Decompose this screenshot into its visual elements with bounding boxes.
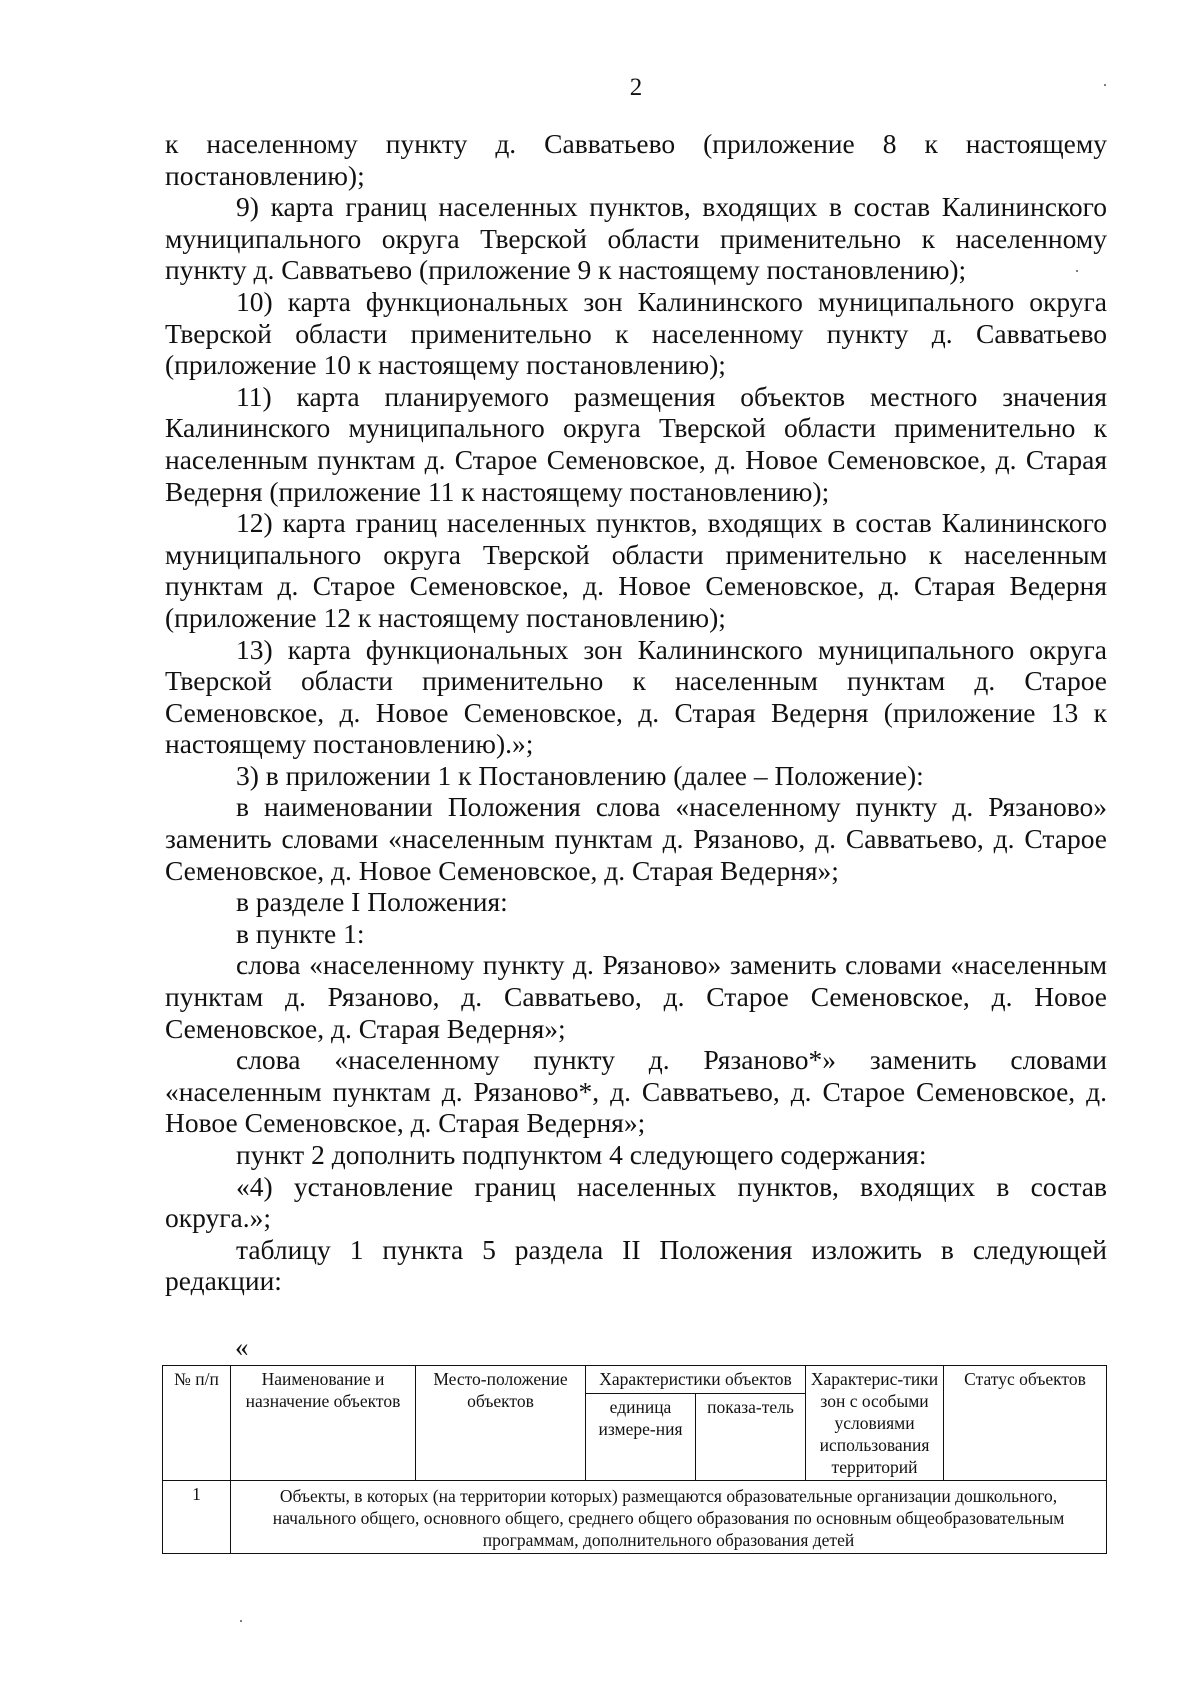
paragraph: 10) карта функциональных зон Калининского муниципального округа Тверской области применительно к населенному пункту д. Савватьево (приложение 10 к настоящему постановлению);	[165, 285, 1107, 381]
row-description: Объекты, в которых (на территории которых) размещаются образовательные организации дошкольного, начального общего, основного общего, среднего общего образования по основным общеобразовательным программам, дополнительного образования детей	[231, 1481, 1107, 1554]
paragraph: «4) установление границ населенных пунктов, входящих в состав округа.»;	[165, 1170, 1107, 1234]
table-opening-quote: «	[235, 1332, 249, 1362]
table-header-row	[163, 1366, 1107, 1394]
header-num: № п/п	[163, 1366, 231, 1481]
paragraph: 11) карта планируемого размещения объектов местного значения Калининского муниципального округа Тверской области применительно к населенным пунктам д. Старое Семеновское, д. Новое Семеновское, д. Старая Ведерня (приложение 11 к настоящему постановлению);	[165, 380, 1107, 507]
scan-speck	[240, 1620, 242, 1622]
header-characteristics: Характеристики объектов	[586, 1366, 806, 1394]
paragraph: 13) карта функциональных зон Калининского муниципального округа Тверской области применительно к населенным пунктам д. Старое Семеновское, д. Новое Семеновское, д. Старая Ведерня (приложение 13 к настоящему постановлению).»;	[165, 633, 1107, 760]
header-unit: единица измере-ния	[586, 1394, 696, 1481]
header-status: Статус объектов	[944, 1366, 1107, 1481]
paragraph: в разделе I Положения:	[236, 886, 508, 918]
page-number: 2	[629, 74, 643, 101]
header-name: Наименование и назначение объектов	[231, 1366, 416, 1481]
paragraph: 3) в приложении 1 к Постановлению (далее – Положение):	[236, 759, 924, 791]
paragraph: таблицу 1 пункта 5 раздела II Положения изложить в следующей редакции:	[165, 1233, 1107, 1297]
body-text	[165, 128, 1107, 1297]
table-row	[163, 1481, 1107, 1554]
paragraph: пункт 2 дополнить подпунктом 4 следующего содержания:	[236, 1139, 927, 1170]
paragraph: в пункте 1:	[236, 917, 365, 949]
row-num: 1	[163, 1481, 231, 1554]
paragraph: слова «населенному пункту д. Рязаново» заменить словами «населенным пунктам д. Рязаново, д. Савватьево, д. Старое Семеновское, д. Новое Семеновское, д. Старая Ведерня»;	[165, 949, 1107, 1044]
header-zones: Характерис-тики зон с особыми условиями использования территорий	[806, 1366, 944, 1481]
paragraph: 12) карта границ населенных пунктов, входящих в состав Калининского муниципального округа Тверской области применительно к населенным пунктам д. Старое Семеновское, д. Новое Семеновское, д. Старая Ведерня (приложение 12 к настоящему постановлению);	[165, 507, 1107, 633]
header-location: Место-положение объектов	[416, 1366, 586, 1481]
paragraph: в наименовании Положения слова «населенному пункту д. Рязаново» заменить словами «населенным пунктам д. Рязаново, д. Савватьево, д. Старое Семеновское, д. Новое Семеновское, д. Старая Ведерня»;	[165, 791, 1107, 886]
paragraph: слова «населенному пункту д. Рязаново*» заменить словами «населенным пунктам д. Рязаново*, д. Савватьево, д. Старое Семеновское, д. Новое Семеновское, д. Старая Ведерня»;	[165, 1044, 1107, 1139]
scan-speck	[1076, 270, 1078, 272]
scan-speck	[1104, 84, 1106, 86]
paragraph: к населенному пункту д. Савватьево (приложение 8 к настоящему постановлению);	[165, 128, 1107, 191]
objects-table	[162, 1365, 1107, 1554]
header-indicator: показа-тель	[696, 1394, 806, 1481]
paragraph: 9) карта границ населенных пунктов, входящих в состав Калининского муниципального округа Тверской области применительно к населенному пункту д. Савватьево (приложение 9 к настоящему постановлению);	[165, 191, 1107, 286]
